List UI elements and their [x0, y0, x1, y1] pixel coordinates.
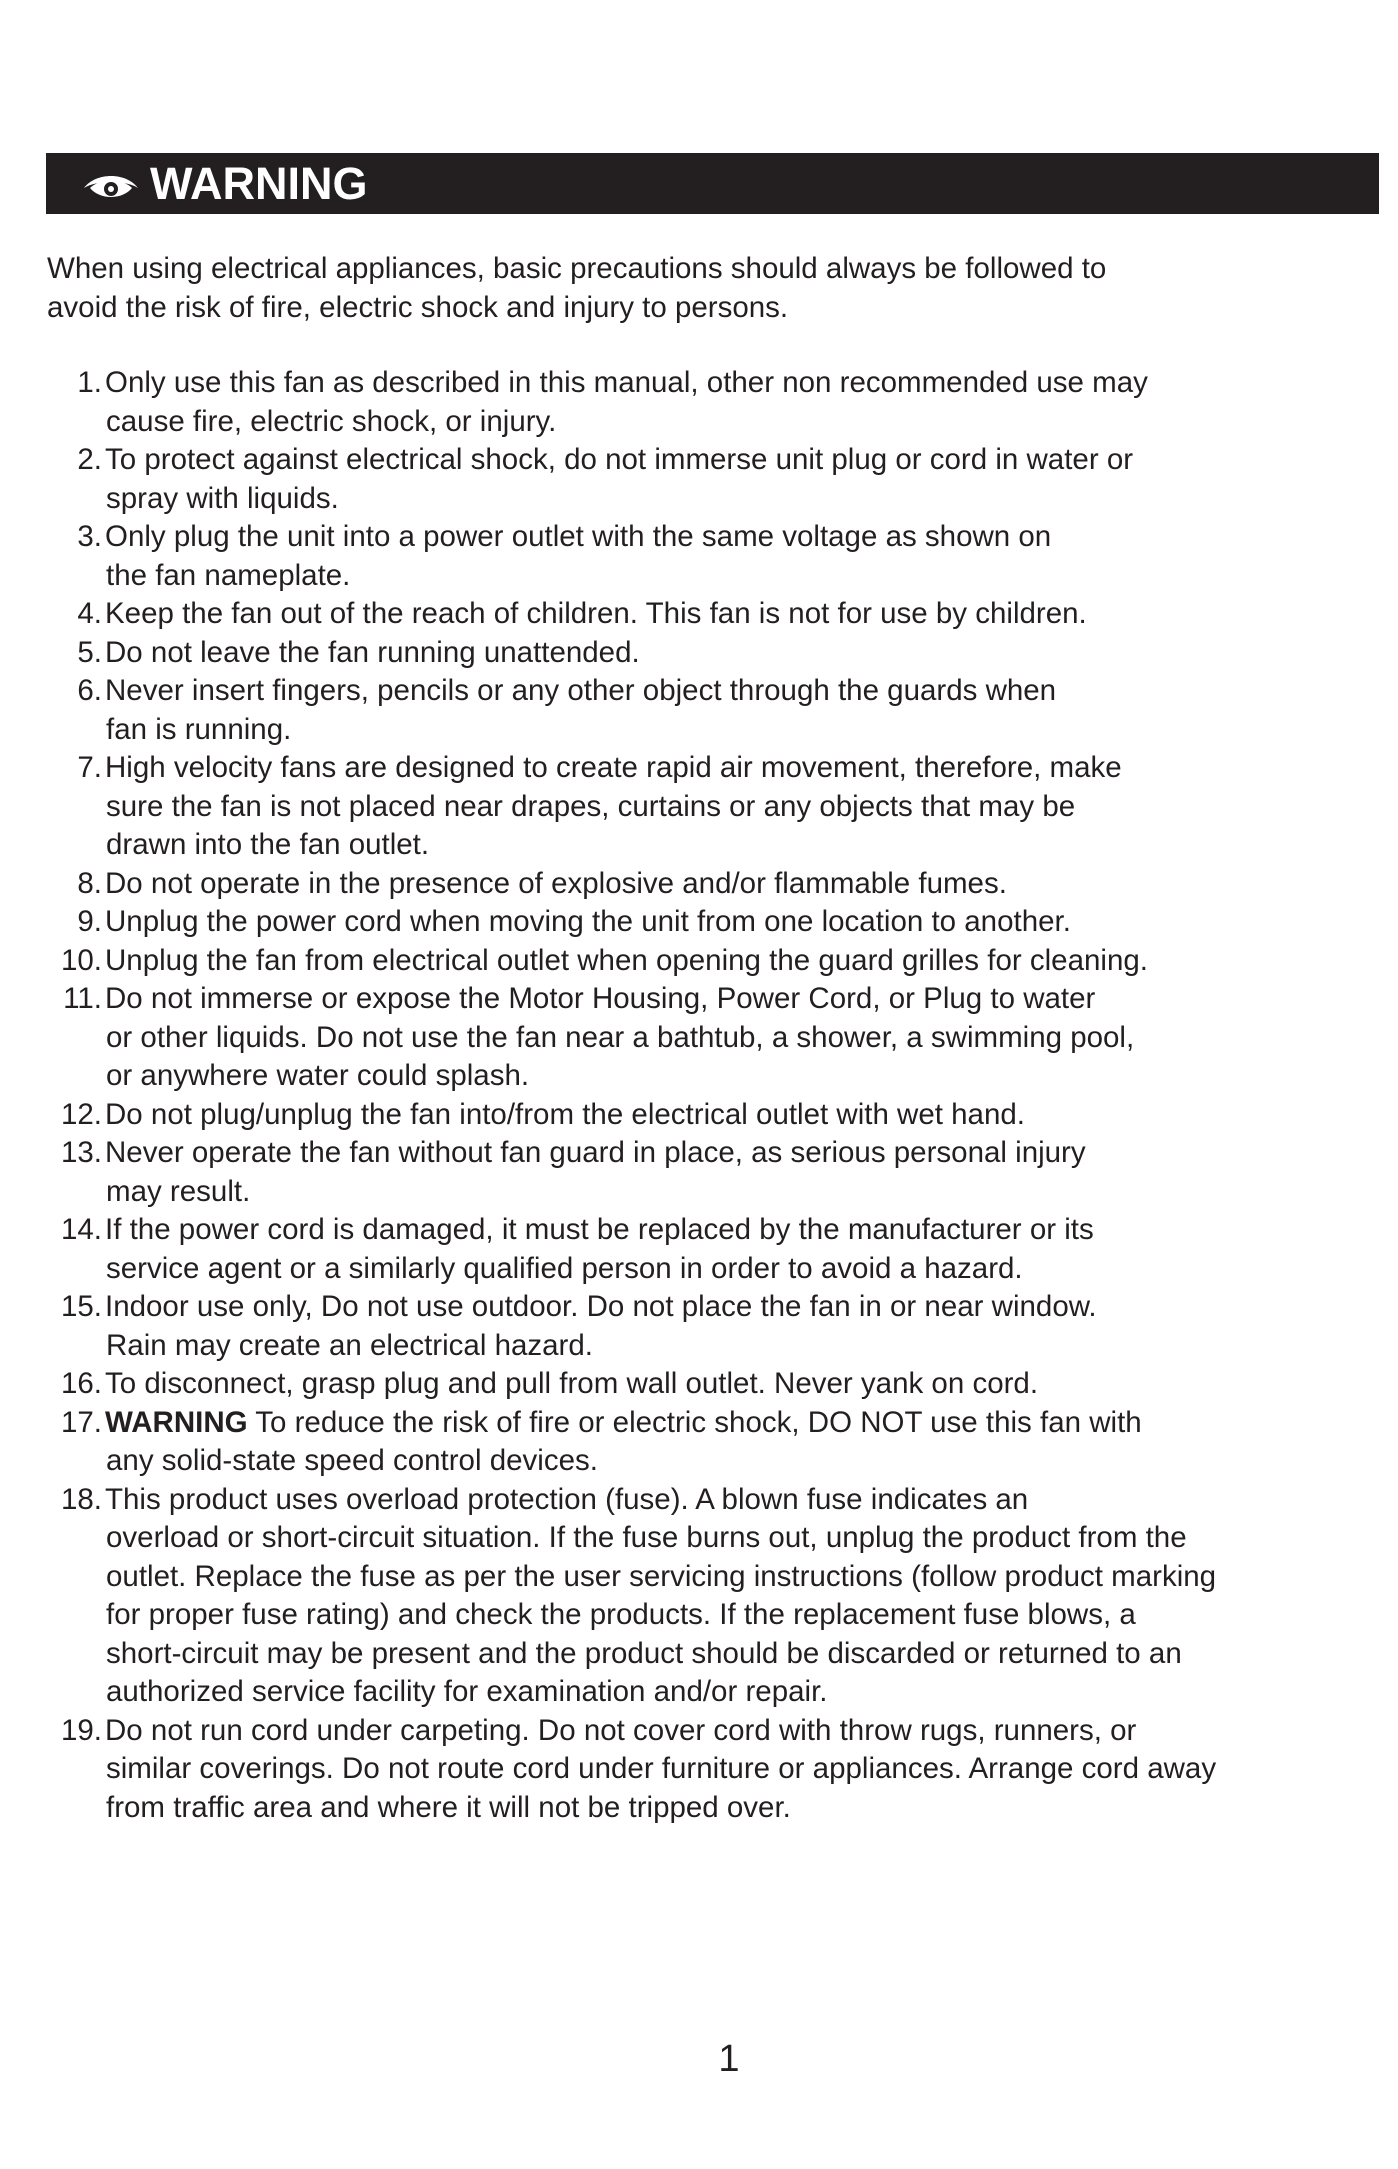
item-number: 18.	[60, 1482, 102, 1516]
item-line: or other liquids. Do not use the fan near a bathtub, a shower, a swimming pool,	[106, 1020, 1135, 1054]
list-item	[47, 1288, 1367, 1365]
list-item	[47, 518, 1367, 595]
list-item	[47, 364, 1367, 441]
item-text	[103, 1365, 1367, 1404]
item-text	[103, 749, 1367, 865]
list-item	[47, 749, 1367, 865]
warning-banner	[46, 153, 1379, 214]
item-text	[103, 1211, 1367, 1288]
list-item	[47, 1365, 1367, 1404]
safety-instructions-list	[47, 364, 1367, 1827]
item-line: Never operate the fan without fan guard in place, as serious personal injury	[105, 1136, 1086, 1169]
item-number: 8.	[77, 866, 102, 900]
item-line: may result.	[106, 1174, 251, 1208]
item-text	[103, 441, 1367, 518]
item-number: 9.	[77, 905, 102, 938]
item-number: 13.	[60, 1136, 102, 1169]
item-line: overload or short-circuit situation. If the fuse burns out, unplug the product from the	[106, 1521, 1187, 1554]
intro-line: avoid the risk of fire, electric shock and injury to persons.	[47, 291, 789, 324]
item-number: 11.	[63, 982, 102, 1015]
item-line: Keep the fan out of the reach of children. This fan is not for use by children.	[105, 597, 1087, 630]
item-line: Indoor use only, Do not use outdoor. Do not place the fan in or near window.	[105, 1290, 1097, 1323]
item-text	[103, 903, 1367, 942]
item-line: drawn into the fan outlet.	[106, 828, 430, 861]
item-text	[103, 942, 1367, 981]
list-item	[47, 1481, 1367, 1712]
page-number: 1	[718, 2038, 740, 2080]
item-text	[103, 1712, 1367, 1828]
item-line: service agent or a similarly qualified person in order to avoid a hazard.	[106, 1251, 1023, 1285]
item-line: Do not plug/unplug the fan into/from the electrical outlet with wet hand.	[105, 1097, 1025, 1131]
item-line: any solid-state speed control devices.	[106, 1444, 598, 1477]
list-item	[47, 942, 1367, 981]
item-number: 14.	[60, 1213, 102, 1246]
item-line: Only plug the unit into a power outlet with the same voltage as shown on	[105, 520, 1052, 553]
item-line: To protect against electrical shock, do not immerse unit plug or cord in water or	[105, 443, 1134, 476]
item-number: 5.	[77, 635, 102, 669]
item-line: fan is running.	[106, 712, 292, 746]
list-item	[47, 980, 1367, 1096]
intro-line: When using electrical appliances, basic precautions should always be followed to	[47, 252, 1107, 285]
item-line: To disconnect, grasp plug and pull from wall outlet. Never yank on cord.	[105, 1367, 1039, 1400]
item-text	[103, 1134, 1367, 1211]
item-line: authorized service facility for examination and/or repair.	[106, 1675, 828, 1708]
item-text	[103, 1404, 1367, 1481]
item-number: 12.	[60, 1097, 102, 1131]
item-line: Do not leave the fan running unattended.	[105, 635, 640, 669]
item-line: spray with liquids.	[106, 481, 339, 515]
list-item	[47, 1211, 1367, 1288]
item-line: High velocity fans are designed to create rapid air movement, therefore, make	[105, 751, 1122, 784]
item-line: Only use this fan as described in this manual, other non recommended use may	[105, 366, 1148, 399]
item-line: Do not operate in the presence of explosive and/or flammable fumes.	[105, 866, 1007, 900]
warning-label: WARNING	[105, 1405, 248, 1439]
item-text	[103, 672, 1367, 749]
intro-paragraph	[47, 249, 1347, 327]
item-line: outlet. Replace the fuse as per the user servicing instructions (follow product marking	[106, 1559, 1217, 1593]
item-line-text: To reduce the risk of fire or electric shock, DO NOT use this fan with	[247, 1405, 1142, 1439]
item-text	[103, 1096, 1367, 1135]
item-text	[103, 364, 1367, 441]
item-number: 1.	[77, 366, 102, 399]
item-number: 10.	[60, 943, 102, 977]
item-number: 19.	[60, 1713, 102, 1747]
item-text	[103, 865, 1367, 904]
warning-eye-icon	[80, 164, 142, 204]
item-line: If the power cord is damaged, it must be replaced by the manufacturer or its	[105, 1213, 1094, 1246]
item-text	[103, 980, 1367, 1096]
item-text	[103, 634, 1367, 673]
item-number: 6.	[77, 674, 102, 707]
item-number: 4.	[77, 597, 102, 630]
item-line: similar coverings. Do not route cord under furniture or appliances. Arrange cord away	[106, 1752, 1217, 1785]
item-line: Unplug the fan from electrical outlet when opening the guard grilles for cleaning.	[105, 943, 1148, 977]
list-item	[47, 595, 1367, 634]
item-line: sure the fan is not placed near drapes, curtains or any objects that may be	[106, 789, 1076, 823]
item-text	[103, 1481, 1367, 1712]
item-line: This product uses overload protection (fuse). A blown fuse indicates an	[105, 1482, 1029, 1516]
item-line: Do not run cord under carpeting. Do not cover cord with throw rugs, runners, or	[105, 1713, 1137, 1747]
item-number: 16.	[60, 1367, 102, 1400]
item-line	[103, 1406, 1142, 1439]
item-line: Rain may create an electrical hazard.	[106, 1328, 593, 1362]
list-item	[47, 1712, 1367, 1828]
item-line: Unplug the power cord when moving the unit from one location to another.	[105, 905, 1071, 938]
item-text	[103, 595, 1367, 634]
list-item	[47, 634, 1367, 673]
item-line: from traffic area and where it will not be tripped over.	[106, 1790, 791, 1824]
list-item	[47, 903, 1367, 942]
item-line: short-circuit may be present and the product should be discarded or returned to an	[106, 1636, 1182, 1670]
item-text	[103, 518, 1367, 595]
list-item	[47, 1096, 1367, 1135]
item-number: 15.	[60, 1290, 102, 1323]
item-line: cause fire, electric shock, or injury.	[106, 404, 557, 438]
list-item	[47, 441, 1367, 518]
item-number: 3.	[77, 520, 102, 553]
item-line: Do not immerse or expose the Motor Housing, Power Cord, or Plug to water	[105, 982, 1096, 1015]
list-item	[47, 672, 1367, 749]
item-number: 7.	[77, 751, 102, 784]
item-number: 17.	[60, 1405, 102, 1439]
item-line: the fan nameplate.	[106, 558, 351, 592]
item-text	[103, 1288, 1367, 1365]
item-line: for proper fuse rating) and check the products. If the replacement fuse blows, a	[106, 1598, 1136, 1631]
list-item	[47, 865, 1367, 904]
list-item	[47, 1134, 1367, 1211]
item-line: or anywhere water could splash.	[106, 1059, 530, 1092]
list-item	[47, 1404, 1367, 1481]
page-title: WARNING	[150, 158, 368, 209]
item-line: Never insert fingers, pencils or any other object through the guards when	[105, 674, 1057, 707]
item-number: 2.	[77, 443, 102, 476]
